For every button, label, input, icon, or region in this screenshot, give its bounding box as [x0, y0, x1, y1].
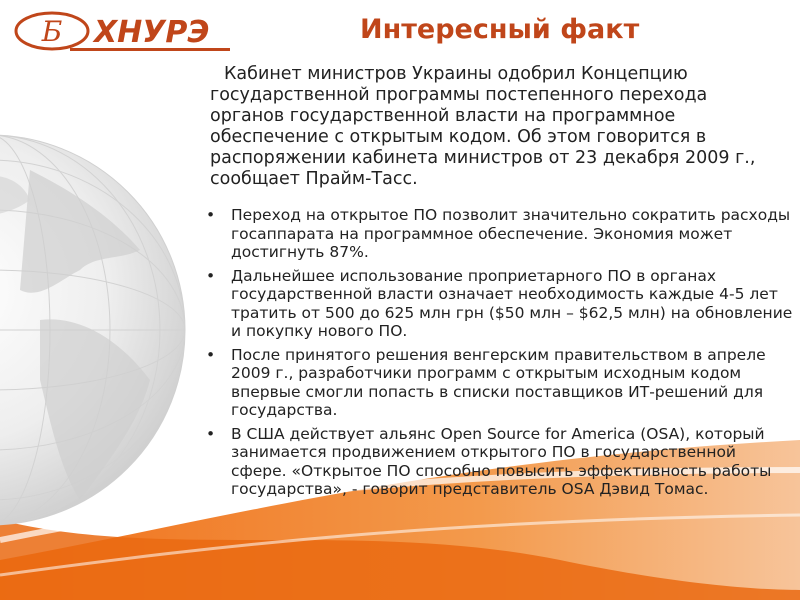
list-item-text: Дальнейшее использование проприетарного ПО в органах государственной власти означает необходимость каждые 4-5 лет тратить от 500 до 625 млн грн ($50 млн – $62,5 млн) на обновление и покупку нового ПО. [231, 266, 793, 340]
globe-graphic [0, 130, 190, 530]
bullet-icon: • [206, 266, 216, 285]
bullet-icon: • [206, 206, 216, 224]
list-item [205, 346, 795, 420]
list-item-text: После принятого решения венгерским правительством в апреле 2009 г., разработчики программ с открытым исходным кодом впервые смогли попасть в списки поставщиков ИТ-решений для государства. [231, 345, 766, 419]
bullet-icon: • [206, 424, 216, 443]
list-item-text: В США действует альянс Open Source for America (OSA), который занимается продвижением открытого ПО в государственной сфере. «Открытое ПО способно повысить эффективность работы государства», - говорит представитель OSA Дэвид Томас. [231, 424, 772, 498]
university-logo [10, 8, 240, 54]
list-item [205, 267, 795, 341]
intro-paragraph: Кабинет министров Украины одобрил Концепцию государственной программы постепенного перехода органов государственной власти на программное обеспечение с открытым кодом. Об этом говорится в распоряжении кабинета министров от 23 декабря 2009 г., сообщает Прайм-Тасс. [210, 64, 756, 189]
list-item-text: Переход на открытое ПО позволит значительно сократить расходы госаппарата на программное обеспечение. Экономия может достигнуть 87%. [231, 206, 791, 261]
bullet-list [205, 206, 795, 504]
list-item [205, 206, 795, 262]
logo-monogram: Б [41, 15, 63, 48]
list-item [205, 425, 795, 499]
slide-title: Интересный факт [360, 14, 640, 45]
bullet-icon: • [206, 345, 216, 364]
logo-name: ХНУРЭ [94, 15, 210, 50]
